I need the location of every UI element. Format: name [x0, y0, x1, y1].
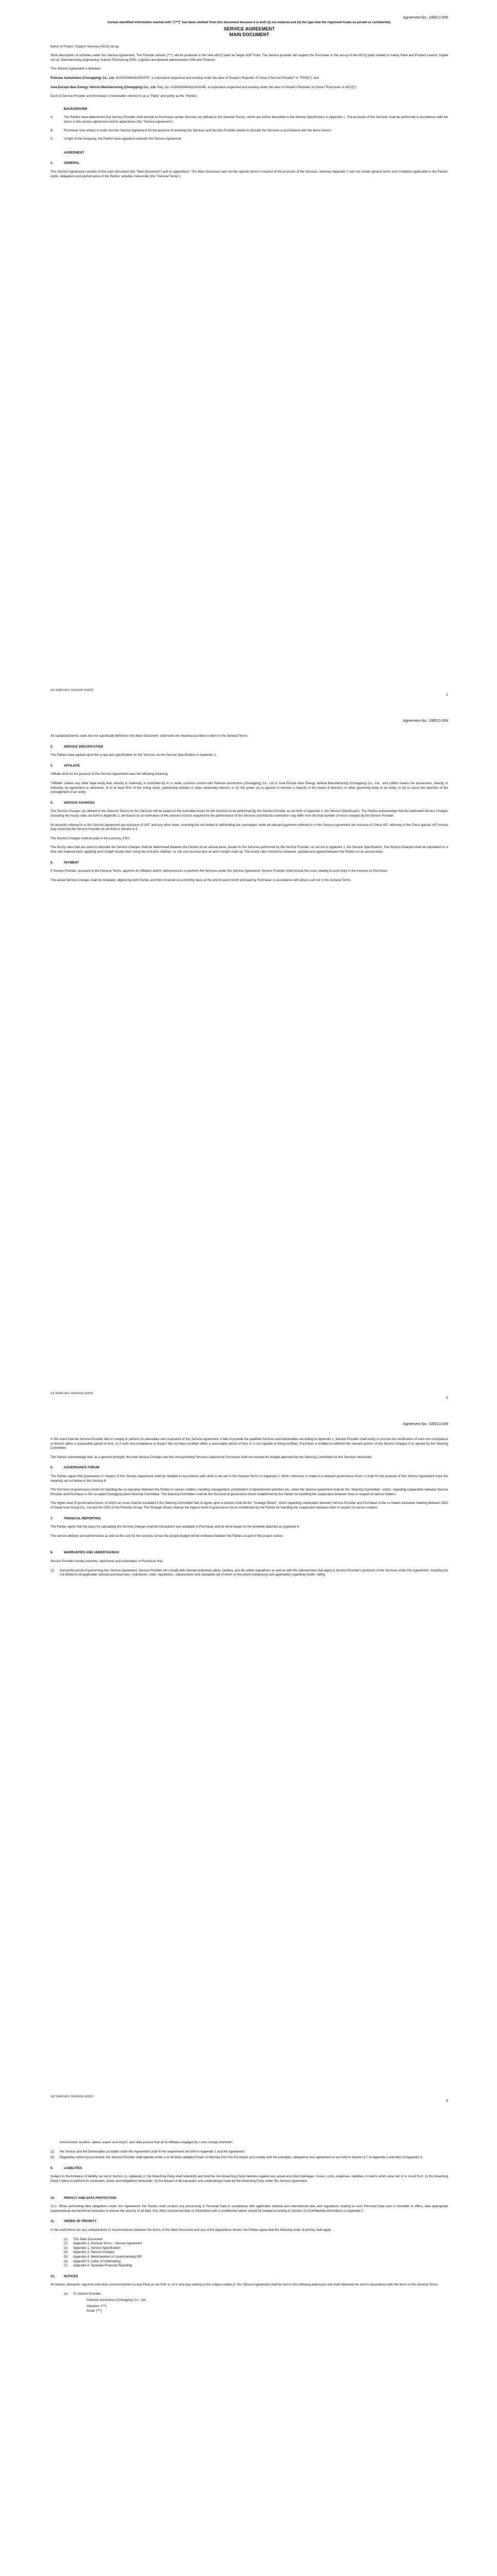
background-item: C. In light of the foregoing, the Parties have agreed to execute this Service Agreement. [50, 137, 182, 141]
notice-attention: Attention: [***] [87, 2304, 107, 2309]
section-4-paragraph: The Service Charges shall be paid in the currency: CNY. [50, 836, 130, 840]
rectification-clause: In the event that the Service Provider fails to comply or perform its warranties and covenants of this Service Agreement, it fails to provide the qualified Services and deliverables according to Appendix 1, Service Provider shall rectify or procure the rectification of such non-compliance or breach within a reasonable period of time, or if such non-compliance or breach has not been rectified within a reasonable period of time or is not capable of being rectified, Purchaser is entitled to withhold the relevant portion of the Service Charges if so agreed by the Steering Committee. [50, 1437, 448, 1450]
priority-item: (7) Appendix 6, Template Financial Reporting [64, 2264, 132, 2268]
budget-clause: The Parties acknowledge that, as a general principle, the total Service Charges and the corresponding Services required by Purchaser shall not exceed the budget approved by the Steering Committee for this Services hereunder. [50, 1455, 372, 1459]
document-subtitle: MAIN DOCUMENT [229, 31, 269, 37]
section-2-text: The Parties have agreed upon the scope and specification for the Services as the Service Specification in Appendix 1. [50, 753, 217, 757]
section-7-heading: 7. FINANCIAL REPORTING [50, 1516, 101, 1520]
warranty-item: (3) Regarding indirect procurement, the Service Provider shall operate under a at all times updated Power of Attorney from the Purchaser and comply with the principles, obligations and agreement as set forth in Section 4.7 of Appendix 1 and MoU of Appendix 4. [50, 2156, 423, 2160]
footer-template: SA TEMPLATE VERSION 202022 [50, 689, 94, 692]
parties-definition: Each of Service Provider and Purchaser is hereinafter referred to as a "Party" and jointly as the "Parties". [50, 94, 199, 98]
section-4-paragraph: The hourly rates that are used to calculate the Service Charges shall be determined between the Parties on an annual basis, based on the Services performed by the Service Provider, as set out in Appendix 1, the Service Specification. The Service Charges shall be calculated on a time and material basis applying arm's length hourly rates using the cost-plus method, i.e. full cost incurred plus an arm's length mark-up. The hourly rates should be reviewed, updated and agreed between the Parties on an annual basis. [50, 845, 448, 854]
section-10-text: 10.1. When performing their obligations under this Agreement, the Parties shall conduct any processing of Personal Data in compliance with applicable national and international laws and regulations relating to such Personal Data now or hereafter in effect, take appropriate organizational and technical measures to ensure the security of all data. Any other commercial data or information with a confidential nature should be treated according to Section 13 (Confidential information) in Appendix 2. [50, 2205, 448, 2213]
section-12-text: All notices, demands, requests and other communications to any Party as set forth in, or in any way relating to the subject matter of, this Service Agreement shall be sent to the following addresses and shall otherwise be sent in accordance with the terms in the General Terms: [50, 2283, 439, 2287]
page-number: 3 [446, 2099, 448, 2103]
page-number: 1 [446, 693, 448, 697]
priority-item: (6) Appendix 5, Letter of Undertaking [64, 2259, 121, 2263]
document-title: SERVICE AGREEMENT [224, 26, 275, 31]
project-name: Name of Project: Support Services AECQ set-up [50, 44, 119, 48]
section-6-paragraph: The higher level of governance forum, to which an issue shall be escalated if the Steering Committee fails to agree upon a solution shall be the "Strategic Board", which regarding cooperation between Service Provider and Purchaser is the so means executive meeting between CEO of Geely Auto Group Co., Ltd and the CEO of the Polestar Group. The Strategic Board shall be the highest level of governance forum established by the Parties for handling the cooperation between them in respect of various matters. [50, 1501, 448, 1510]
notice-address [87, 2298, 448, 2313]
priority-item: (1) This Main Document [64, 2237, 102, 2241]
background-item: B. Purchaser now wishes to enter into this Service Agreement for the purpose of receiving the Services and Service Provider wishes to provide the Services in accordance with the terms herein. [50, 128, 332, 132]
section-6-heading: 6. GOVERNANCE FORUM [50, 1466, 99, 1470]
section-3-text: Affiliate shall for the purpose of this Service Agreement have the following meaning: [50, 772, 168, 776]
capitalized-terms: All capitalized terms used, but not specifically defined in this Main Document, shall have the meaning ascribed to them in the General Terms. [50, 734, 249, 738]
section-11-text: In the event there are any contradictions or inconsistencies between the terms of this Main Document and any of the Appendices hereto, the Parties agree that the following order of priority shall apply: [50, 2228, 332, 2232]
section-5-paragraph: If Service Provider, pursuant to the General Terms, appoints its Affiliates and/or subcontractors to perform the Services under this Service Agreement, Service Provider shall include the costs relating to such work in the invoices to Purchaser. [50, 869, 388, 873]
section-10-heading: 10. PRIVACY AND DATA PROTECTION [50, 2196, 116, 2200]
notice-company: Polestar Automotive (Chongqing) Co., Ltd [87, 2298, 146, 2302]
page-number: 2 [446, 1396, 448, 1400]
footer-template: SA TEMPLATE VERSION 202022 [50, 1392, 94, 1395]
page-3 [0, 1406, 497, 2110]
party-1-details: , 91500000MA61B0SF97, a corporation organized and existing under the laws of People's Republic of China ("Service Provider" or "PSOQ"), and [114, 76, 319, 80]
section-7-paragraph: The Parties agree that the basis for calculating the Service Charges shall be transparent and auditable to Purchaser and be done based on the template attached as Appendix 6. [50, 1525, 300, 1529]
section-12-heading: 12. NOTICES [50, 2274, 78, 2278]
section-1-text: This Service Agreement consists of this main document (the "Main Document") and its appendices. This Main Document sets out the specific terms in respect of the provision of the Services, whereas Appendix 2 sets out certain general terms and conditions applicable to the Parties' rights, obligations and performance of the Parties' activities hereunder (the "General Terms"). [50, 170, 448, 178]
section-6-paragraph: The Parties agree that governance in respect of this Service Agreement shall be handled in accordance with what is set out in the General Terms in Appendix 2. When reference is made to a relevant governance forum, it shall for the purpose of this Service Agreement have the meaning set out below in this Section 6. [50, 1474, 448, 1483]
background-heading: BACKGROUND [64, 107, 88, 111]
section-5-paragraph: The actual Service Charges shall be reviewed, aligned by both Parties and then invoiced on a monthly basis at the end of each month and paid by Purchaser in accordance with what is set out in the General Terms. [50, 878, 352, 882]
page-4 [0, 2110, 497, 2576]
agreement-number: Agreement No.: GEE21-009 [403, 719, 448, 723]
section-8-paragraph: Service Provider hereby warrants, represents and undertakes to Purchaser that: [50, 1559, 164, 1563]
agreement-number: Agreement No.: GEE21-009 [403, 1422, 448, 1426]
footer-template: SA TEMPLATE VERSION 202022 [50, 2095, 94, 2098]
section-2-heading: 2. SERVICE SPECIFICATION [50, 744, 104, 749]
section-6-paragraph: The first level of governance forum for handling the co-operation between the Parties in various matters, handling management, prioritization of development activities etc. under the Service Agreement shall be the "Steering Committee", which, regarding cooperation between Service Provider and Purchaser is the so-called Chongqing plant Steering Committee. The Steering Committee shall be the first level of governance forum established by the Parties for handling the cooperation between them in respect of various matters. [50, 1488, 448, 1496]
section-11-heading: 11. ORDER OF PRIORITY [50, 2219, 97, 2224]
priority-item: (4) Appendix 3, Service Charges [64, 2250, 115, 2255]
between-statement: This Service Agreement is between: [50, 67, 101, 71]
section-1-heading: 1. GENERAL [50, 161, 80, 165]
notice-email: Email: [***] [87, 2309, 102, 2313]
section-5-heading: 5. PAYMENT [50, 860, 79, 865]
priority-item: (3) Appendix 1, Service Specification [64, 2246, 121, 2250]
section-8-heading: 8. WARRANTIES AND UNDERTAKINGS [50, 1551, 119, 1555]
priority-item: (2) Appendix 2, General Terms – Service Agreement [64, 2242, 143, 2246]
party-2-name: Asia Europe New Energy Vehicle Manufacturing (Chongqing) Co., Ltd [50, 85, 156, 89]
agreement-heading: AGREEMENT [64, 150, 84, 155]
section-9-text: Subject to the limitation of liability set out in Section 11, Appendix 2, the breaching Party shall indemnify and hold the non-breaching Party harmless against any actual and direct damages, losses, costs, expenses, liabilities or claims which arise out of or result from: (i) the breaching Party's failure to perform its covenants, duties and obligations hereunder; (ii) the breach of all warranties and undertakings made by the breaching Party under this Service Agreement. [50, 2175, 448, 2183]
short-description: Short description of activities under this Service Agreement: The Polestar vehicle, [***], will be produced in the new AECQ plant at Target SOP Point. The Service provider will support the Purchaser in the set-up of the AECQ plant related to mainly Plant and Product Launch, Digital set-up, Manufacturing engineering, Indirect Purchasing (IDP), Logistics and general administration (HR and Finance). [50, 54, 448, 62]
warranty-item: (2) the Service and the Deliverables provided under this Agreement shall fit the requirement set forth in Appendix 1 and the Agreement. [50, 2149, 245, 2154]
party-1 [50, 76, 448, 81]
priority-item: (5) Appendix 4, Memorandum of Understanding IDP [64, 2255, 142, 2259]
section-7-paragraph: The service delivery and performance as well as the cost for the services versus the project budget will be reviewed between the Parties as part of the project review. [50, 1534, 283, 1538]
page-2 [0, 703, 497, 1406]
affiliate-definition: "Affiliate" means any other legal entity that, directly or indirectly, is controlled by or is under common control with Polestar Automotive (Chongqing) Co., Ltd or Asia Europe New Energy Vehicle Manufacturing (Chongqing) Co., Ltd ; and control means the possession, directly or indirectly, by agreement or otherwise, of (i) at least 50% of the voting stock, partnership interest or other ownership interest, or (ii) the power (a) to appoint or remove a majority of the board of directors or other governing body of an entity, or (b) to cause the direction of the management of an entity. [50, 781, 448, 794]
agreement-number: Agreement No.: GEE21-009 [403, 16, 448, 20]
party-2-details: , Reg. No. 91500000MA61AKNX4E, a corporation organized and existing under the laws of People's Republic of China ("Purchaser or AECQ"). [155, 85, 357, 89]
notice-recipient: (a) To Service Provider: [64, 2292, 102, 2296]
section-3-heading: 3. AFFILIATE [50, 764, 80, 768]
section-9-heading: 9. LIABILITIES [50, 2166, 82, 2170]
party-1-name: Polestar Automotive (Chongqing) Co., Ltd [50, 76, 114, 80]
background-item: A. The Parties have determined that Service Provider shall provide to Purchaser certain Services (as defined in the General Terms), which are further described in the Service Specification in Appendix 1. The provision of the Services shall be performed in accordance with the terms in this service agreement and its appendices (the "Service Agreement"). [50, 115, 448, 124]
warranty-item: (1) during the period of performing this Service Agreement, Service Provider will comply with relevant industrial safety, sanitary, and life safety regulations as well as with the relevant laws that apply to Service Provider's provision of the Services under this Agreement, including but not limited to all applicable national and local laws, ordinances, rules, regulations, requirements and standards (all of which to the extent compulsory and applicable) regarding health, safety, [50, 1568, 448, 1577]
section-4-paragraph: All amounts referred to in this Service Agreement are exclusive of VAT, and any other taxes, including but not limited to withholding tax surcharges; while all relevant payments referred to in this Service Agreement are inclusive of China VAT, referring to the China special VAT invoice duly issued by the Service Provider as set forth in Section 6.3. [50, 823, 448, 832]
page-1 [0, 0, 497, 703]
section-4-paragraph: The Service Charges (as defined in the General Terms) for the Services will be based on the estimated hours for the Services to be performed by the Service Provider as set forth in Appendix 1, the Service Specification. The Parties acknowledge that the estimated Service Charges (including the hourly rates set forth in Appendix 3, are based on an estimation of the amount of hours required for the performance of the Services and that this estimation may differ from the final number of hours charged by the Service Provider. [50, 809, 448, 818]
section-4-heading: 4. SERVICE CHARGES [50, 801, 95, 805]
warranty-item-continued: environment, taxation, labour, export and import, and shall procure that all its Affiliates engaged by it also comply therewith; [60, 2141, 233, 2144]
confidentiality-notice: Certain identified information marked with "[***]" has been omitted from this document because it is both (i) not material and (ii) the type that the registrant treats as private or confidential. [107, 21, 391, 24]
party-2 [50, 86, 448, 90]
